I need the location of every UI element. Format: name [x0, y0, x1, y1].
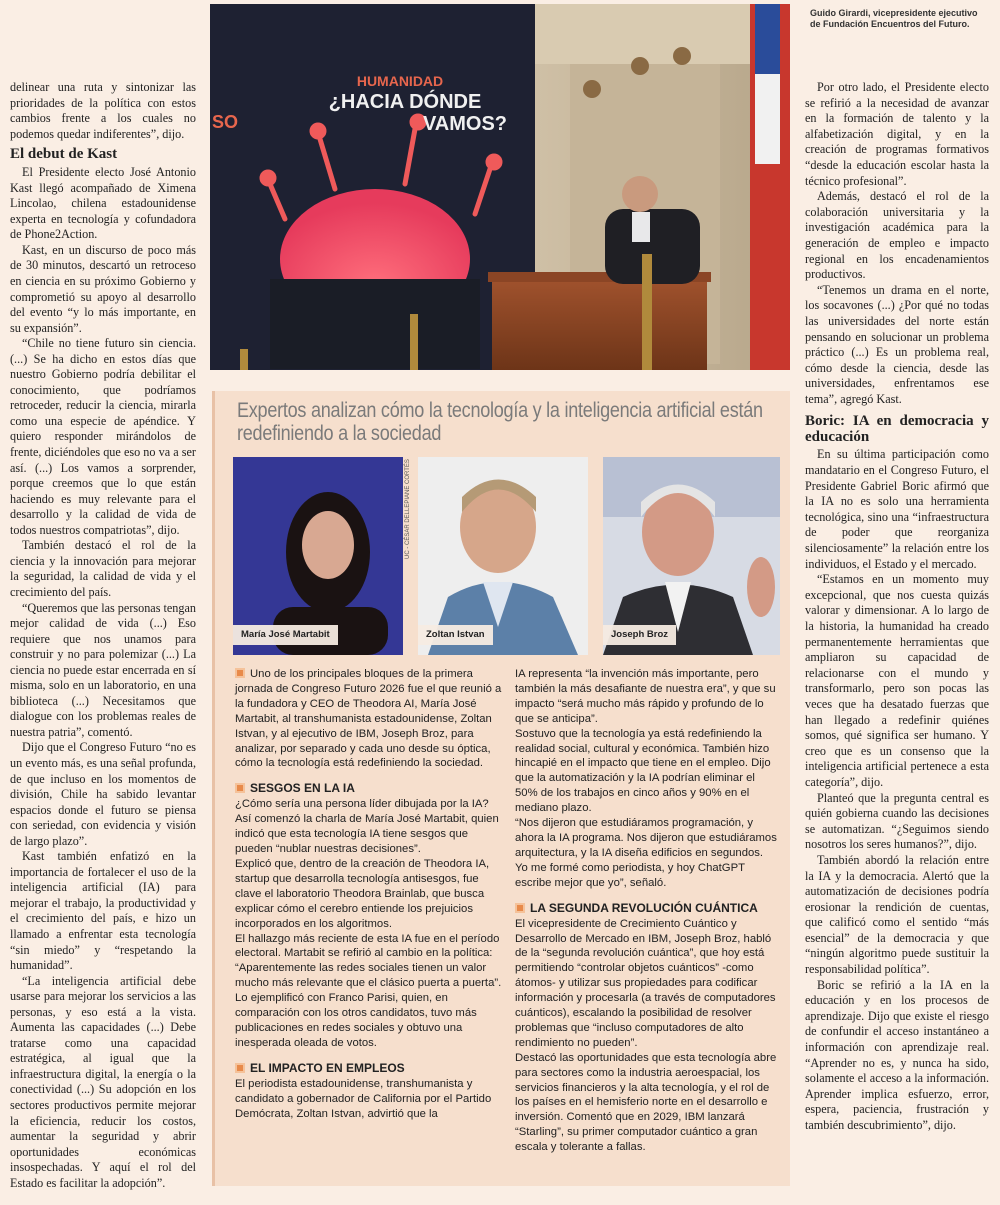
name-label-martabit: María José Martabit	[233, 625, 338, 645]
inset-intro-text: Uno de los principales bloques de la primera jornada de Congreso Futuro 2026 fue el que reunió a la fundadora y CEO de Theodora AI, María José Martabit, al transhumanista estadounidense, Zoltan Istvan, y al ejecutivo de IBM, Joseph Broz, para analizar, por separado y cada uno desde su óptica, cómo la tecnología está redefiniendo la sociedad.	[235, 668, 502, 770]
inset-heading-1	[235, 781, 503, 796]
bullet-icon	[235, 783, 245, 793]
portrait-broz	[603, 457, 780, 655]
bullet-icon	[235, 1063, 245, 1073]
inset-heading-2-text: EL IMPACTO EN EMPLEOS	[250, 1060, 405, 1075]
screen-text-line2: VAMOS?	[422, 113, 508, 135]
inset-intro	[235, 667, 503, 771]
right-paragraph-6: Planteó que la pregunta central es quién gobierna cuando las decisiones se automatizan. “¿Seguimos siendo nosotros los seres humanos?”, dijo.	[805, 790, 989, 852]
inset-box	[212, 391, 790, 1186]
main-photo	[210, 4, 790, 370]
photo-credit: UC - CÉSAR DELLEPIANE CORTÉS	[405, 459, 411, 559]
left-paragraph-2: Kast, en un discurso de poco más de 30 minutos, descartó un retroceso en ciencia en su próximo Gobierno y comprometió su apoyo al desarrollo del evento “y lo más importante, en su expansión”.	[10, 242, 196, 335]
inset-s1-p3: El hallazgo más reciente de esta IA fue en el período electoral. Martabit se refirió al cambio en la política: “Aparentemente las redes sociales tienen un valor mucho más relevante que el clásico puerta a puerta”.	[235, 932, 502, 990]
photo-caption: Guido Girardi, vicepresidente ejecutivo de Fundación Encuentros del Futuro.	[810, 8, 978, 29]
left-paragraph-0: delinear una ruta y sintonizar las prioridades de la política con estos cambios frente a los cuales no podemos quedar indiferentes”, dijo.	[10, 80, 196, 141]
inset-s3-p1: El vicepresidente de Crecimiento Cuántico y Desarrollo de Mercado en IBM, Joseph Broz, habló de la “segunda revolución cuántica”, que hoy está permitiendo “controlar objetos cuánticos” -como átomos- y utilizar sus propiedades para codificar información y procesarla (a través de computadores cuánticos), escalando la posibilidad de resolver problemas que “incluso computadores de alto rendimiento no pueden”.	[515, 917, 776, 1049]
inset-heading-2	[235, 1061, 503, 1076]
left-paragraph-6: Dijo que el Congreso Futuro “no es un evento más, es una señal profunda, de que incluso en los momentos de división, Chile ha sabido levantar espacios donde el futuro se piensa con seriedad, con evidencia y visión de largo plazo”.	[10, 740, 196, 848]
inset-column-2	[515, 667, 777, 1155]
name-label-broz: Joseph Broz	[603, 625, 676, 645]
right-paragraph-2: Además, destacó el rol de la colaboración universitaria y la investigación académica para la generación de empleo e impacto regional en los encadenamientos productivos.	[805, 189, 989, 282]
bullet-icon	[515, 903, 525, 913]
left-paragraph-8: “La inteligencia artificial debe usarse para mejorar los servicios a las personas, y eso está a la vista. Aumenta las capacidades (...) Debe tratarse como una capacidad estratégica, al igual que la infraestructura digital, la energía o la conectividad (...) Su adopción en los sectores productivos permite mejorar la eficiencia, reducir los costos, aumentar la seguridad y abrir oportunidades económicas insospechadas. Y aquí el rol del Estado es facilitar la adopción”.	[10, 973, 196, 1190]
inset-s2-p2: IA representa “la invención más importante, pero también la más desafiante de nuestra era”, y que su impacto “será mucho más rápido y profundo de lo que se anticipa”.	[515, 668, 776, 725]
inset-s1-p4: Lo ejemplificó con Franco Parisi, quien, en comparación con los otros candidatos, tuvo más publicaciones en redes sociales y obtuvo una inesperada oleada de votos.	[235, 992, 477, 1049]
conference-stage-illustration	[210, 4, 790, 370]
right-paragraph-1: Por otro lado, el Presidente electo se refirió a la necesidad de avanzar en la formación de talento y la alfabetización digital, y en la creación de programas formativos “desde la educación escolar hasta la técnico profesional”.	[805, 80, 989, 188]
inset-s2-p3: Sostuvo que la tecnología ya está redefiniendo la realidad social, cultural y económica. También hizo hincapié en el impacto que tiene en el empleo. Dijo que la automatización y la IA podrían eliminar el 50% de los trabajos en cinco años y 90% en el mediano plazo.	[515, 727, 771, 815]
screen-text-side: SO	[212, 112, 239, 132]
inset-column-1	[235, 667, 503, 1121]
right-paragraph-7: También abordó la relación entre la IA y la democracia. Alertó que la automatización de decisiones podría erosionar la rendición de cuentas, que calificó como el sentido “más esencial” de la democracia y que “ningún algoritmo puede sustituir la responsabilidad política”.	[805, 852, 989, 977]
inset-title: Expertos analizan cómo la tecnología y la inteligencia artificial están redefiniendo a la sociedad	[237, 399, 763, 445]
bullet-icon	[235, 668, 245, 678]
inset-heading-3-text: LA SEGUNDA REVOLUCIÓN CUÁNTICA	[530, 900, 758, 915]
screen-text-line1: ¿HACIA DÓNDE	[328, 91, 482, 113]
inset-heading-3	[515, 901, 777, 916]
portrait-istvan	[418, 457, 588, 655]
portrait-martabit	[233, 457, 403, 655]
inset-s1-p2: Explicó que, dentro de la creación de Theodora IA, startup que desarrolla tecnología antisesgos, fue clave el laboratorio Theodora Brainlab, que busca explicar cómo el cerebro entiende los prejuicios incorporados en los algoritmos.	[235, 857, 490, 930]
inset-heading-1-text: SESGOS EN LA IA	[250, 781, 355, 796]
screen-text-small: HUMANIDAD	[356, 73, 444, 89]
left-paragraph-3: “Chile no tiene futuro sin ciencia. (...) Se ha dicho en estos días que nuestro Gobierno podría debilitar el conocimiento, que podríamos retroceder, reducir la ciencia, mirarla como una especie de apéndice. Y quiero responder mirándolos de frente, diciéndoles que eso no va a ser así. (...) Los vamos a sorprender, porque creemos que lo que están haciendo es muy relevante para el desarrollo y la calidad de vida de todos nuestros compatriotas”, dijo.	[10, 336, 196, 537]
inset-s1-p1: ¿Cómo sería una persona líder dibujada por la IA? Así comenzó la charla de María José Martabit, quien indicó que esta tecnología IA tiene sesgos que pueden “nublar nuestras decisiones”.	[235, 798, 499, 856]
left-paragraph-5: “Queremos que las personas tengan mejor calidad de vida (...) Eso requiere que nos unamos para construir y no para polemizar (...) La ciencia no puede estar encerrada en sí misma, solo en un laboratorio, en una biblioteca (...) Necesitamos que dialogue con los problemas reales de nuestra patria”, comentó.	[10, 600, 196, 739]
inset-s2-p1: El periodista estadounidense, transhumanista y candidato a gobernador de California por el Partido Demócrata, Zoltan Istvan, advirtió que la	[235, 1077, 492, 1120]
left-heading: El debut de Kast	[10, 146, 118, 163]
name-label-istvan: Zoltan Istvan	[418, 625, 493, 645]
right-paragraph-5: “Estamos en un momento muy excepcional, que nos cuesta quizás valorar y dimensionar. A lo largo de la historia, la humanidad ha creado permanentemente herramientas que ampliaron su capacidad de relacionarse con el mundo y transformarlo, pero son pocas las veces que ha desatado fuerzas que han llegado a redefinir quiénes somos, qué significa ser humano. Y creo que es un consenso que la inteligencia artificial pertenece a esta categoría”, dijo.	[805, 572, 989, 789]
right-heading: Boric: IA en democracia y educación	[805, 413, 989, 446]
right-paragraph-4: En su última participación como mandatario en el Congreso Futuro, el Presidente Gabriel Boric afirmó que la IA no es solo una herramienta tecnológica, sino una “infraestructura de poder que reorganiza silenciosamente” la relación entre los individuos, el Estado y el mercado.	[805, 447, 989, 571]
inset-s2-p4: “Nos dijeron que estudiáramos programación, y ahora la IA programa. Nos dijeron que estudiáramos arquitectura, y la IA diseña edificios en segundos. Yo me formé como periodista, y hoy ChatGPT escribe mejor que yo”, señaló.	[515, 817, 777, 889]
left-paragraph-4: También destacó el rol de la ciencia y la innovación para mejorar la seguridad, la calidad de vida y el crecimiento del país.	[10, 538, 196, 599]
right-paragraph-8: Boric se refirió a la IA en la educación y en los procesos de aprendizaje. Dijo que existe el riesgo de confundir el acceso instantáneo a información con aprendizaje real. “Aprender no es, y nunca ha sido, solamente el acceso a la información. Aprender implica esfuerzo, error, espera, paciencia, frustración y también descubrimiento”, dijo.	[805, 977, 989, 1132]
inset-s3-p2: Destacó las oportunidades que esta tecnología abre para sectores como la industria aeroespacial, los servicios financieros y la alta tecnología, y el rol de los países en el hemisferio norte en el desarrollo e inversión. Comentó que en 2029, IBM lanzará “Starling”, su primer computador cuántico a gran escala y tolerante a fallas.	[515, 1051, 777, 1154]
right-paragraph-3: “Tenemos un drama en el norte, los socavones (...) ¿Por qué no todas las universidades del norte están pensando en solucionar un problema práctico (...) Es un problema real, cómo desde la ciencia, desde las universidades, enfrentamos ese tema”, agregó Kast.	[805, 282, 989, 406]
left-column	[10, 80, 196, 1191]
right-column	[805, 80, 989, 1134]
left-paragraph-7: Kast también enfatizó en la importancia de fortalecer el uso de la inteligencia artificial (IA) para mejorar el trabajo, la productividad y el crecimiento del país, e hizo un llamado a enfrentar esta tecnología “sin miedo” y “respetando la humanidad”.	[10, 849, 196, 973]
left-paragraph-1: El Presidente electo José Antonio Kast llegó acompañado de Ximena Lincolao, chilena estadounidense experta en tecnología y cofundadora de Phone2Action.	[10, 165, 196, 242]
